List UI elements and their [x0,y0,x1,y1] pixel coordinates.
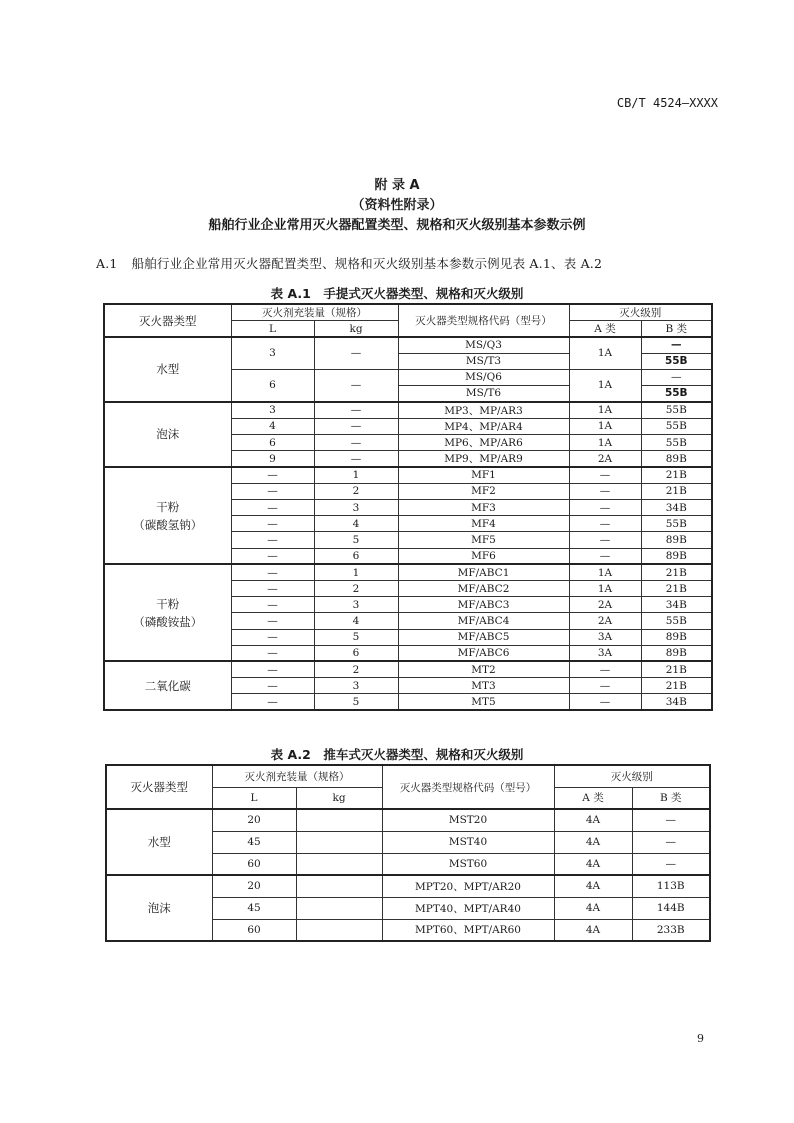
cell-class-b: 55B [641,386,712,402]
cell-kg: — [314,434,398,450]
cell-class-a: 2A [569,451,641,468]
cell-l: — [231,516,314,532]
cell-class-b: 55B [641,353,712,369]
cell-code: MST60 [382,853,554,875]
cell-class-b: 113B [632,875,710,897]
cell-code: MST20 [382,809,554,831]
cell-class-b: 55B [641,434,712,450]
group-powder-abc [104,564,231,661]
cell-kg: — [314,369,398,401]
header-code: 灭火器类型规格代码（型号） [398,304,569,337]
cell-class-b: 144B [632,897,710,919]
table-header-row [106,765,710,787]
cell-code: MF/ABC3 [398,597,569,613]
appendix-type: （资料性附录） [351,198,443,213]
cell-class-b: 34B [641,597,712,613]
group-water: 水型 [106,809,212,875]
cell-kg [296,809,382,831]
cell-class-b: 21B [641,661,712,677]
cell-kg: 1 [314,564,398,580]
cell-class-b: 21B [641,678,712,694]
cell-kg: 6 [314,548,398,564]
cell-class-b: 89B [641,629,712,645]
cell-class-a: — [569,694,641,710]
cell-class-a: 1A [569,564,641,580]
cell-class-a: — [569,661,641,677]
table1-caption: 表 A.1 手提式灭火器类型、规格和灭火级别 [270,286,524,301]
cell-code: MF/ABC5 [398,629,569,645]
table-header-row [104,304,712,321]
cell-kg: — [314,402,398,419]
cell-class-a: — [569,548,641,564]
cell-class-a: — [569,516,641,532]
cell-code: MPT40、MPT/AR40 [382,897,554,919]
cell-class-b: 55B [641,516,712,532]
cell-class-a: — [569,483,641,499]
cell-kg: 6 [314,645,398,661]
table-row [104,402,712,419]
cell-class-a: — [569,678,641,694]
cell-code: MP6、MP/AR6 [398,434,569,450]
appendix-title: 附 录 A [374,178,420,193]
cell-class-b: 55B [641,418,712,434]
group-foam: 泡沫 [104,402,231,467]
cell-l: — [231,532,314,548]
group-foam: 泡沫 [106,875,212,941]
cell-code: MP4、MP/AR4 [398,418,569,434]
cell-l: 3 [231,337,314,369]
cell-class-b: 34B [641,500,712,516]
cell-l: 9 [231,451,314,468]
cell-class-b: — [632,831,710,853]
cell-class-a: 1A [569,369,641,401]
cell-kg: — [314,418,398,434]
table-a1 [103,303,713,711]
cell-code: MF3 [398,500,569,516]
cell-kg: 4 [314,613,398,629]
header-unit-l: L [231,321,314,338]
cell-l: — [231,597,314,613]
group-water: 水型 [104,337,231,402]
cell-class-a: 3A [569,645,641,661]
cell-code: MS/T3 [398,353,569,369]
cell-class-a: 4A [554,897,632,919]
cell-kg: 5 [314,694,398,710]
cell-kg: 2 [314,661,398,677]
cell-kg: 4 [314,516,398,532]
header-class-b: B 类 [641,321,712,338]
cell-class-a: 4A [554,809,632,831]
cell-class-b: — [641,369,712,385]
cell-l: — [231,645,314,661]
cell-code: MT3 [398,678,569,694]
cell-class-a: 4A [554,875,632,897]
cell-class-b: 55B [641,613,712,629]
group-powder-bc [104,467,231,564]
cell-l: — [231,467,314,483]
cell-class-b: 55B [641,402,712,419]
cell-class-b: — [632,809,710,831]
header-unit-l: L [212,787,296,809]
header-unit-kg: kg [314,321,398,338]
cell-class-b: 21B [641,564,712,580]
cell-kg [296,831,382,853]
cell-class-a: — [569,500,641,516]
group-powder-bc-sub: （碳酸氢钠） [133,517,203,532]
cell-class-a: — [569,532,641,548]
cell-code: MF/ABC4 [398,613,569,629]
table-row [106,875,710,897]
cell-class-a: 1A [569,337,641,369]
cell-code: MF/ABC6 [398,645,569,661]
cell-class-b: 34B [641,694,712,710]
cell-class-b: 89B [641,645,712,661]
cell-class-a: 2A [569,613,641,629]
cell-kg: 2 [314,580,398,596]
cell-class-b: 89B [641,548,712,564]
header-class-b: B 类 [632,787,710,809]
group-powder-abc-sub: （磷酸铵盐） [133,614,203,629]
cell-kg: 1 [314,467,398,483]
table2-caption: 表 A.2 推车式灭火器类型、规格和灭火级别 [270,747,524,762]
header-class-a: A 类 [554,787,632,809]
cell-class-b: — [632,853,710,875]
cell-class-a: 4A [554,853,632,875]
header-level: 灭火级别 [569,304,712,321]
paragraph-text: 船舶行业企业常用灭火器配置类型、规格和灭火级别基本参数示例见表 A.1、表 A.2 [131,256,603,271]
cell-l: — [231,580,314,596]
cell-code: MF/ABC1 [398,564,569,580]
cell-code: MP9、MP/AR9 [398,451,569,468]
cell-kg [296,875,382,897]
table-row [104,337,712,353]
paragraph-a1 [96,254,602,272]
cell-kg: — [314,451,398,468]
cell-l: 45 [212,897,296,919]
cell-code: MF4 [398,516,569,532]
cell-kg: — [314,337,398,369]
cell-class-a: 3A [569,629,641,645]
cell-class-b: 21B [641,580,712,596]
cell-code: MF/ABC2 [398,580,569,596]
cell-l: 6 [231,434,314,450]
cell-kg [296,853,382,875]
header-unit-kg: kg [296,787,382,809]
cell-l: 60 [212,919,296,941]
cell-l: — [231,613,314,629]
cell-l: 4 [231,418,314,434]
group-powder-bc-name: 干粉 [156,499,180,514]
cell-l: — [231,694,314,710]
cell-kg [296,897,382,919]
table-row [104,661,712,677]
group-powder-abc-name: 干粉 [156,596,180,611]
cell-code: MT5 [398,694,569,710]
cell-l: 20 [212,809,296,831]
header-type: 灭火器类型 [106,765,212,809]
page-number: 9 [697,1032,704,1045]
cell-code: MS/T6 [398,386,569,402]
cell-l: — [231,629,314,645]
header-class-a: A 类 [569,321,641,338]
cell-class-b: 233B [632,919,710,941]
header-charge: 灭火剂充装量（规格） [231,304,398,321]
cell-code: MP3、MP/AR3 [398,402,569,419]
cell-class-a: 1A [569,418,641,434]
header-type: 灭火器类型 [104,304,231,337]
cell-kg: 3 [314,597,398,613]
table-a2 [105,764,711,942]
cell-class-a: 1A [569,434,641,450]
cell-class-a: 4A [554,831,632,853]
cell-class-a: 1A [569,580,641,596]
table-row [104,564,712,580]
cell-class-b: — [641,337,712,353]
cell-l: 60 [212,853,296,875]
cell-kg [296,919,382,941]
cell-class-b: 89B [641,532,712,548]
appendix-subtitle: 船舶行业企业常用灭火器配置类型、规格和灭火级别基本参数示例 [208,218,586,233]
header-charge: 灭火剂充装量（规格） [212,765,382,787]
cell-class-a: 4A [554,919,632,941]
document-code: CB/T 4524—XXXX [616,96,718,110]
cell-l: — [231,564,314,580]
paragraph-number: A.1 [96,256,118,271]
cell-l: 3 [231,402,314,419]
cell-code: MPT60、MPT/AR60 [382,919,554,941]
cell-l: — [231,678,314,694]
group-co2: 二氧化碳 [104,661,231,710]
cell-l: — [231,661,314,677]
cell-kg: 3 [314,678,398,694]
cell-code: MF2 [398,483,569,499]
cell-class-b: 21B [641,467,712,483]
cell-l: — [231,500,314,516]
table-row [106,809,710,831]
cell-code: MPT20、MPT/AR20 [382,875,554,897]
cell-l: 20 [212,875,296,897]
cell-l: 6 [231,369,314,401]
cell-class-b: 21B [641,483,712,499]
cell-kg: 5 [314,532,398,548]
cell-code: MF6 [398,548,569,564]
table-row [104,467,712,483]
cell-kg: 5 [314,629,398,645]
cell-code: MS/Q3 [398,337,569,353]
cell-class-b: 89B [641,451,712,468]
cell-l: — [231,483,314,499]
cell-code: MF5 [398,532,569,548]
cell-code: MT2 [398,661,569,677]
cell-class-a: — [569,467,641,483]
cell-kg: 3 [314,500,398,516]
cell-code: MST40 [382,831,554,853]
cell-code: MS/Q6 [398,369,569,385]
cell-l: 45 [212,831,296,853]
cell-class-a: 1A [569,402,641,419]
cell-code: MF1 [398,467,569,483]
cell-class-a: 2A [569,597,641,613]
header-code: 灭火器类型规格代码（型号） [382,765,554,809]
cell-kg: 2 [314,483,398,499]
header-level: 灭火级别 [554,765,710,787]
cell-l: — [231,548,314,564]
